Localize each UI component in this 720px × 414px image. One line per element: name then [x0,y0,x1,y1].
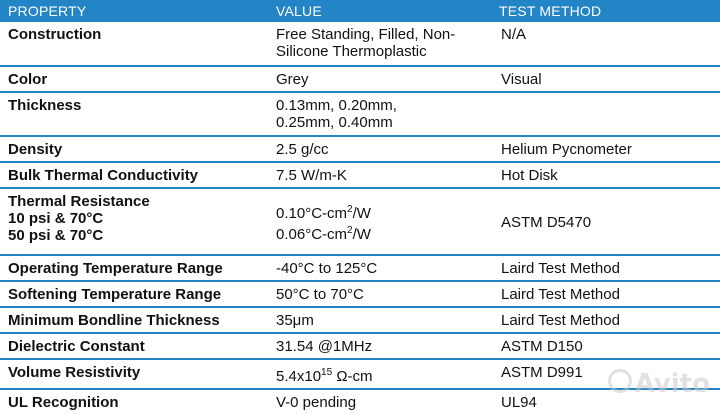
property-cell: Density [0,136,270,162]
method-cell: N/A [493,22,720,66]
header-property: PROPERTY [0,0,270,22]
property-cell: Construction [0,22,270,66]
value-line [276,222,487,243]
watermark [608,369,710,399]
method-cell: Laird Test Method [493,281,720,307]
property-cell [0,188,270,255]
method-cell: Helium Pycnometer [493,136,720,162]
property-cell: Operating Temperature Range [0,255,270,281]
table-row [0,22,720,66]
watermark-text: Avito [634,369,710,399]
property-cell: Bulk Thermal Conductivity [0,162,270,188]
value-cell [270,22,493,66]
property-cell: Color [0,66,270,92]
table-row [0,307,720,333]
table-row [0,188,720,255]
table-row [0,162,720,188]
property-line: Thermal Resistance [8,193,150,210]
value-line: 0.13mm, 0.20mm, [276,97,397,114]
value-cell: Grey [270,66,493,92]
value-cell: 31.54 @1MHz [270,333,493,359]
value-superscript: 15 [321,367,333,378]
method-cell: Visual [493,66,720,92]
value-unit: /W [352,205,371,222]
method-cell: Hot Disk [493,162,720,188]
value-cell: V-0 pending [276,394,357,411]
value-cell: 2.5 g/cc [270,136,493,162]
table-row [0,255,720,281]
property-line: 50 psi & 70°C [8,227,104,244]
value-unit: /W [352,226,371,243]
property-line: 10 psi & 70°C [8,210,104,227]
method-cell: ASTM D150 [493,333,720,359]
method-cell: ASTM D5470 [493,188,720,255]
table-row [0,66,720,92]
property-cell: UL Recognition [8,394,119,411]
value-superscript: 2 [347,225,353,236]
value-base: 5.4x10 [276,368,322,385]
method-cell: ASTM D991 [493,359,720,389]
table-row [0,92,720,136]
header-value: VALUE [270,0,493,22]
table-row [0,281,720,307]
value-base: 0.10°C-cm [276,205,348,222]
value-cell [270,359,493,389]
value-line: 0.25mm, 0.40mm [276,114,393,131]
method-cell [493,92,720,136]
value-superscript: 2 [347,204,353,215]
header-test-method: TEST METHOD [493,0,720,22]
property-cell: Thickness [0,92,270,136]
table-header-row [0,0,720,22]
value-cell: 35μm [270,307,493,333]
value-cell: -40°C to 125°C [270,255,493,281]
value-cell: 50°C to 70°C [270,281,493,307]
method-cell: Laird Test Method [493,255,720,281]
value-cell [270,92,493,136]
value-line: Silicone Thermoplastic [276,43,427,60]
value-unit: Ω-cm [332,368,373,385]
value-cell: 7.5 W/m-K [270,162,493,188]
value-line [276,201,487,222]
property-cell: Softening Temperature Range [0,281,270,307]
value-line: Free Standing, Filled, Non- [276,26,456,43]
table-row [0,136,720,162]
property-cell: Dielectric Constant [0,333,270,359]
value-base: 0.06°C-cm [276,226,348,243]
property-cell: Volume Resistivity [0,359,270,389]
method-cell: UL94 [501,394,537,411]
table-row [0,333,720,359]
property-cell: Minimum Bondline Thickness [0,307,270,333]
avito-logo-icon [608,369,632,393]
value-cell [270,188,493,255]
method-cell: Laird Test Method [493,307,720,333]
